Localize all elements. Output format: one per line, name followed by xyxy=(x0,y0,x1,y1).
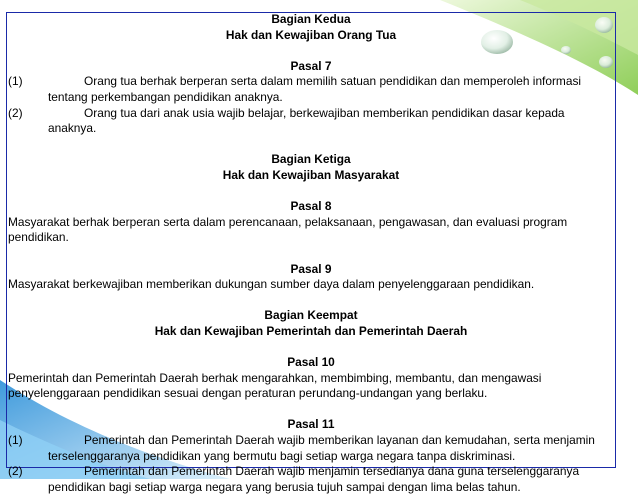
document-body xyxy=(8,12,614,495)
paragraph: Pemerintah dan Pemerintah Daerah berhak mengarahkan, membimbing, membantu, dan mengawasi penyelenggaraan pendidikan sesuai dengan peraturan perundang-undangan yang berlaku. xyxy=(8,370,542,401)
item-number: (2) xyxy=(8,464,23,479)
section-subheading: Hak dan Kewajiban Pemerintah dan Pemerintah Daerah xyxy=(154,323,468,338)
pasal-title: Pasal 9 xyxy=(290,261,332,276)
item-number: (1) xyxy=(8,433,23,448)
item-number: (1) xyxy=(8,74,23,89)
section-heading: Bagian Keempat xyxy=(264,308,358,323)
pasal-title: Pasal 11 xyxy=(287,417,335,432)
list-item xyxy=(8,433,614,464)
pasal-title: Pasal 8 xyxy=(290,199,332,214)
list-item xyxy=(8,106,614,137)
list-item xyxy=(8,464,614,495)
pasal-title: Pasal 10 xyxy=(287,355,335,370)
list-item xyxy=(8,74,614,105)
item-text: Pemerintah dan Pemerintah Daerah wajib memberikan layanan dan kemudahan, serta menjamin terselenggaranya pendidikan yang bermutu bagi setiap warga negara tanpa diskriminasi. xyxy=(48,433,595,463)
item-text: Orang tua berhak berperan serta dalam memilih satuan pendidikan dan memperoleh informasi tentang perkembangan pendidikan anaknya. xyxy=(48,74,582,104)
section-subheading: Hak dan Kewajiban Masyarakat xyxy=(222,167,400,182)
item-number: (2) xyxy=(8,105,23,120)
section-heading: Bagian Ketiga xyxy=(271,152,351,167)
paragraph: Masyarakat berhak berperan serta dalam perencanaan, pelaksanaan, pengawasan, dan evaluasi program pendidikan. xyxy=(8,214,568,245)
pasal-title: Pasal 7 xyxy=(290,58,332,73)
section-subheading: Hak dan Kewajiban Orang Tua xyxy=(225,27,397,42)
paragraph: Masyarakat berkewajiban memberikan dukungan sumber daya dalam penyelenggaraan pendidikan. xyxy=(8,277,535,292)
item-text: Pemerintah dan Pemerintah Daerah wajib menjamin tersedianya dana guna terselenggaranya pendidikan bagi setiap warga negara yang berusia tujuh sampai dengan lima belas tahun. xyxy=(48,464,580,494)
item-text: Orang tua dari anak usia wajib belajar, berkewajiban memberikan pendidikan dasar kepada anaknya. xyxy=(48,105,565,136)
section-heading: Bagian Kedua xyxy=(271,12,351,26)
